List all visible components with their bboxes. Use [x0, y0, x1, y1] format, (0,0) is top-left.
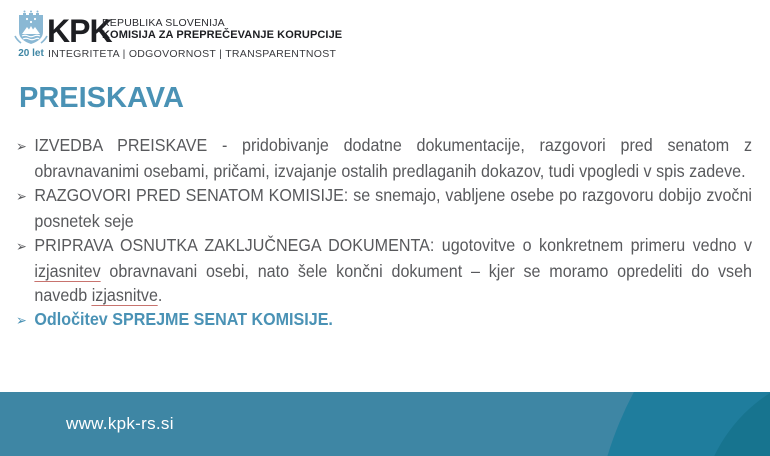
org-commission-name: KOMISIJA ZA PREPREČEVANJE KORUPCIJE — [102, 29, 343, 41]
org-motto: INTEGRITETA | ODGOVORNOST | TRANSPARENTNOST — [48, 48, 337, 60]
bullet-arrow-icon: ➢ — [16, 313, 27, 329]
bullet-item — [16, 183, 752, 233]
bullet-arrow-icon: ➢ — [16, 239, 27, 255]
text-segment: Odločitev SPREJME SENAT KOMISIJE. — [34, 309, 333, 329]
slide-title: PREISKAVA — [19, 82, 184, 114]
bullet-item — [16, 233, 752, 307]
bullet-item — [16, 133, 752, 183]
org-country: REPUBLIKA SLOVENIJA — [102, 17, 225, 29]
website-link[interactable]: www.kpk-rs.si — [66, 414, 174, 433]
bullet-item — [16, 307, 752, 333]
bullet-arrow-icon: ➢ — [16, 139, 27, 155]
text-segment: PRIPRAVA OSNUTKA ZAKLJUČNEGA DOKUMENTA: ugotovitve o konkretnem primeru vedno v — [34, 235, 752, 255]
kpk-logo — [12, 10, 50, 62]
org-name-block — [102, 17, 342, 41]
bullet-list — [16, 133, 752, 333]
coat-of-arms-icon — [12, 10, 50, 48]
brand-acronym: KPK — [47, 13, 112, 49]
logo-anniversary-badge: 20 let — [18, 48, 44, 59]
text-segment: . — [157, 285, 163, 305]
text-segment: obravnavani osebi, nato šele končni dokument – kjer se moramo opredeliti do vseh navedb — [34, 261, 753, 305]
text-segment: RAZGOVORI PRED SENATOM KOMISIJE: se snemajo, vabljene osebe po razgovoru dobijo zvočni posnetek seje — [34, 185, 752, 231]
spellcheck-word: izjasnitve — [91, 285, 158, 305]
bullet-arrow-icon: ➢ — [16, 189, 27, 205]
text-segment: IZVEDBA PREISKAVE - pridobivanje dodatne dokumentacije, razgovori pred senatom z obravnavanimi osebami, pričami, izvajanje ostalih predlaganih dokazov, tudi vpogledi v spis zadeve. — [34, 135, 752, 181]
footer-band — [0, 392, 770, 456]
slide-content — [16, 133, 752, 333]
spellcheck-word: izjasnitev — [34, 261, 101, 281]
header — [0, 0, 770, 70]
